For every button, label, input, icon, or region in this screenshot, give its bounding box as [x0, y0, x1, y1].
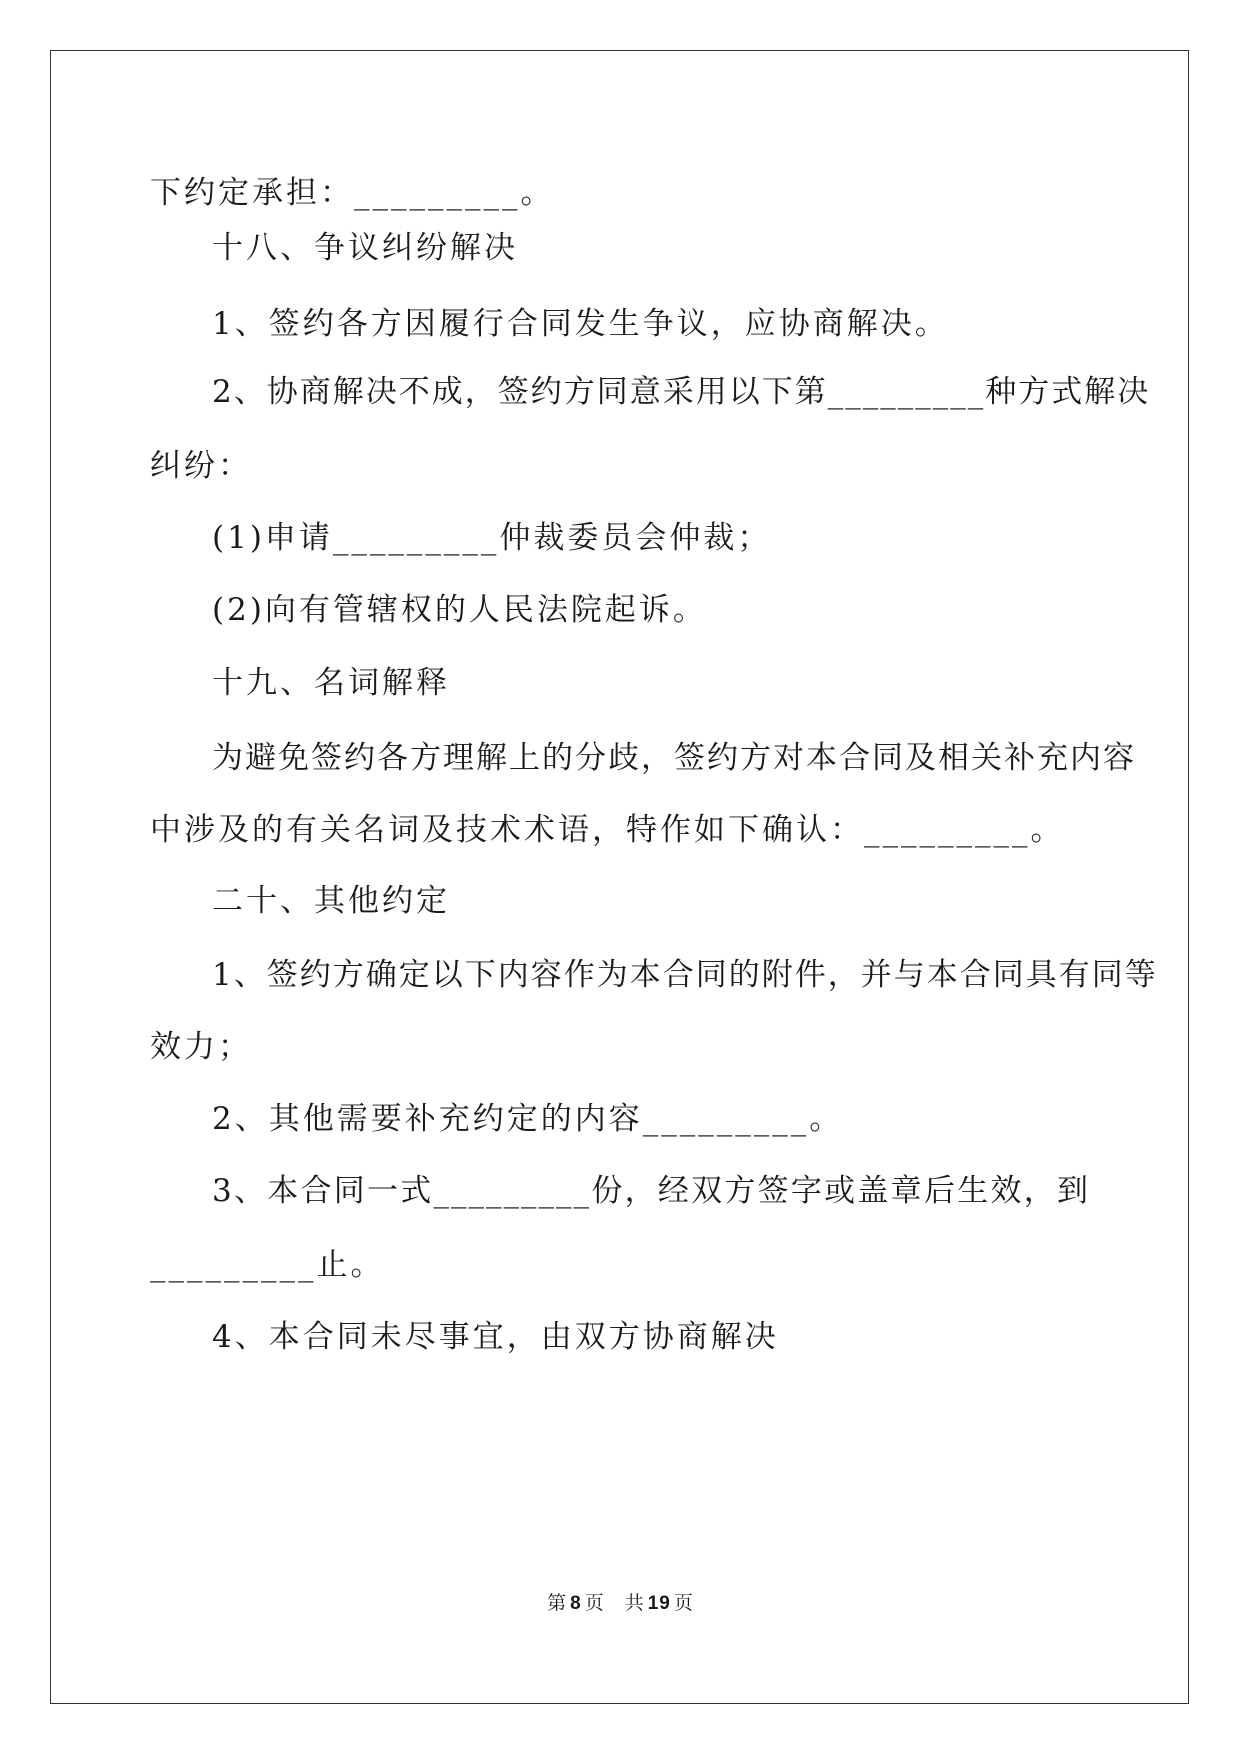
- section-heading: 二十、其他约定: [212, 883, 450, 919]
- page-prefix: 第: [547, 1592, 568, 1614]
- paragraph-line: 4、本合同未尽事宜，由双方协商解决: [212, 1319, 779, 1355]
- paragraph-line: 效力；: [150, 1029, 252, 1065]
- page-suffix: 页: [584, 1592, 605, 1614]
- paragraph-line: 2、其他需要补充约定的内容_________。: [212, 1101, 844, 1137]
- total-pages: 19: [647, 1593, 671, 1614]
- paragraph-line: 中涉及的有关名词及技术术语，特作如下确认：_________。: [150, 812, 1065, 848]
- paragraph-line: 1、签约各方因履行合同发生争议，应协商解决。: [212, 306, 949, 342]
- page-border: [50, 50, 1189, 1704]
- paragraph-line: _________止。: [150, 1247, 385, 1283]
- paragraph-line: 1、签约方确定以下内容作为本合同的附件，并与本合同具有同等: [212, 957, 1158, 993]
- paragraph-line: 3、本合同一式_________份，经双方签字或盖章后生效，到: [212, 1173, 1090, 1209]
- section-heading: 十九、名词解释: [212, 665, 450, 701]
- page-footer: [0, 1590, 1241, 1617]
- total-prefix: 共: [624, 1592, 645, 1614]
- paragraph-line: 2、协商解决不成，签约方同意采用以下第_________种方式解决: [212, 374, 1151, 410]
- paragraph-line: 下约定承担：_________。: [150, 175, 555, 211]
- section-heading: 十八、争议纠纷解决: [212, 230, 518, 266]
- paragraph-line: 纠纷：: [150, 448, 252, 484]
- paragraph-line: 为避免签约各方理解上的分歧，签约方对本合同及相关补充内容: [212, 740, 1136, 776]
- list-item: (2)向有管辖权的人民法院起诉。: [212, 592, 707, 628]
- total-suffix: 页: [673, 1592, 694, 1614]
- page-number: 8: [570, 1593, 582, 1614]
- list-item: (1)申请_________仲裁委员会仲裁；: [212, 520, 772, 556]
